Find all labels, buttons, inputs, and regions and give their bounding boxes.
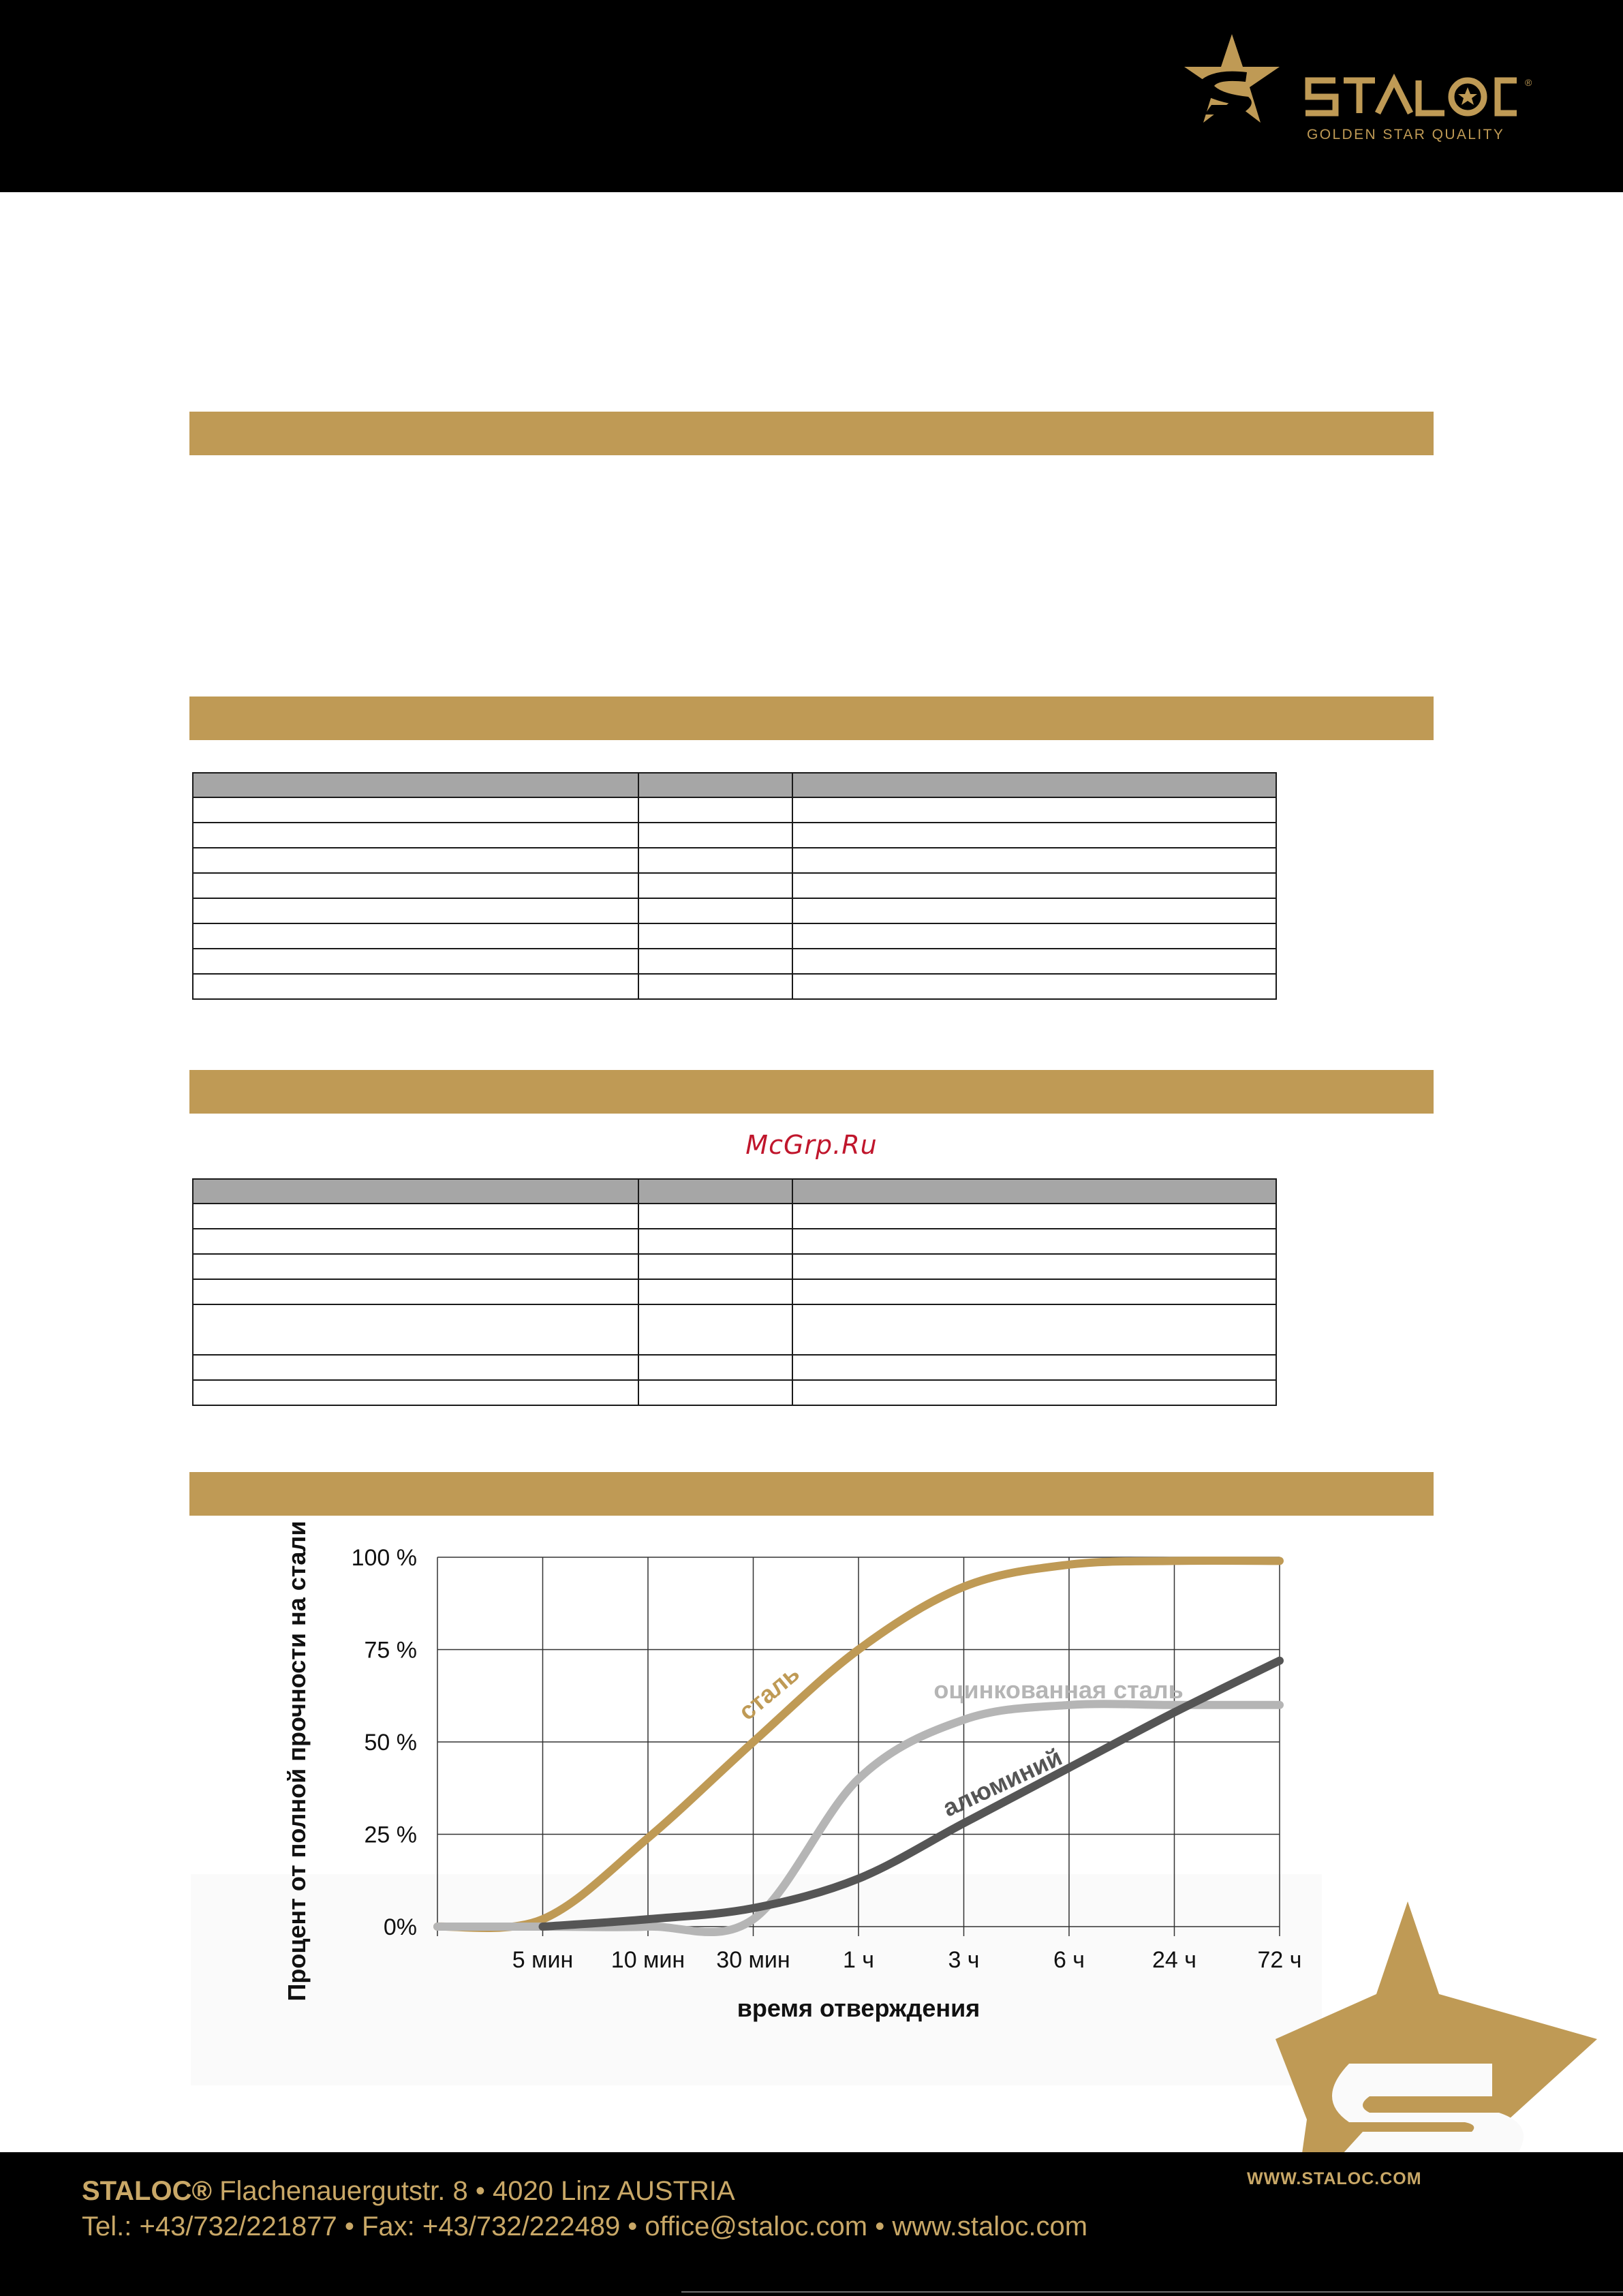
section-band-3 — [189, 1070, 1434, 1114]
table-row — [193, 797, 1276, 823]
y-tick-label: 75 % — [364, 1637, 417, 1664]
x-tick-label: 5 мин — [512, 1947, 574, 1973]
table-header-row — [193, 773, 1276, 797]
watermark-text: McGrp.Ru — [745, 1130, 878, 1160]
x-tick-label: 3 ч — [948, 1947, 980, 1973]
table-row — [193, 1204, 1276, 1229]
series-label: сталь — [732, 1659, 805, 1726]
section-band-4 — [189, 1472, 1434, 1516]
table-row — [193, 1304, 1276, 1355]
spec-table-1 — [192, 772, 1277, 1000]
brand-logo — [1172, 34, 1554, 157]
footer-divider — [681, 2291, 1623, 2293]
x-tick-label: 72 ч — [1257, 1947, 1302, 1973]
table-row — [193, 1229, 1276, 1254]
y-tick-label: 100 % — [351, 1545, 417, 1571]
svg-text:GOLDEN STAR QUALITY: GOLDEN STAR QUALITY — [1307, 127, 1505, 142]
table-row — [193, 974, 1276, 999]
cure-strength-chart — [191, 1513, 1335, 2045]
x-tick-label: 24 ч — [1152, 1947, 1196, 1973]
section-band-1 — [189, 412, 1434, 455]
x-axis-label: время отверждения — [737, 1994, 980, 2022]
table-row — [193, 823, 1276, 848]
table-row — [193, 1279, 1276, 1304]
y-tick-label: 25 % — [364, 1822, 417, 1848]
table-row — [193, 949, 1276, 974]
x-tick-label: 1 ч — [842, 1947, 875, 1973]
series-label: алюминий — [938, 1743, 1066, 1822]
footer-company: STALOC® — [82, 2176, 212, 2206]
spec-table-2 — [192, 1178, 1277, 1406]
footer-website: WWW.STALOC.COM — [1247, 2169, 1422, 2188]
x-tick-label: 6 ч — [1053, 1947, 1085, 1973]
y-tick-label: 50 % — [364, 1730, 417, 1756]
section-band-2 — [189, 697, 1434, 740]
table-row — [193, 1380, 1276, 1405]
table-row — [193, 923, 1276, 949]
series-label: оцинкованная сталь — [933, 1675, 1184, 1704]
table-row — [193, 873, 1276, 898]
x-tick-label: 10 мин — [610, 1947, 685, 1973]
table-row — [193, 1355, 1276, 1380]
table-row — [193, 898, 1276, 923]
y-axis-label: Процент от полной прочности на стали — [283, 1520, 311, 2002]
footer-address — [82, 2176, 735, 2207]
footer-address-text: Flachenauergutstr. 8 • 4020 Linz AUSTRIA — [219, 2176, 735, 2206]
y-tick-label: 0% — [383, 1914, 417, 1940]
footer-contacts: Tel.: +43/732/221877 • Fax: +43/732/222489 • office@staloc.com • www.staloc.com — [82, 2211, 1088, 2241]
svg-text:®: ® — [1525, 77, 1532, 88]
table-row — [193, 848, 1276, 873]
table-row — [193, 1254, 1276, 1279]
x-tick-label: 30 мин — [716, 1947, 790, 1973]
table-header-row — [193, 1179, 1276, 1204]
